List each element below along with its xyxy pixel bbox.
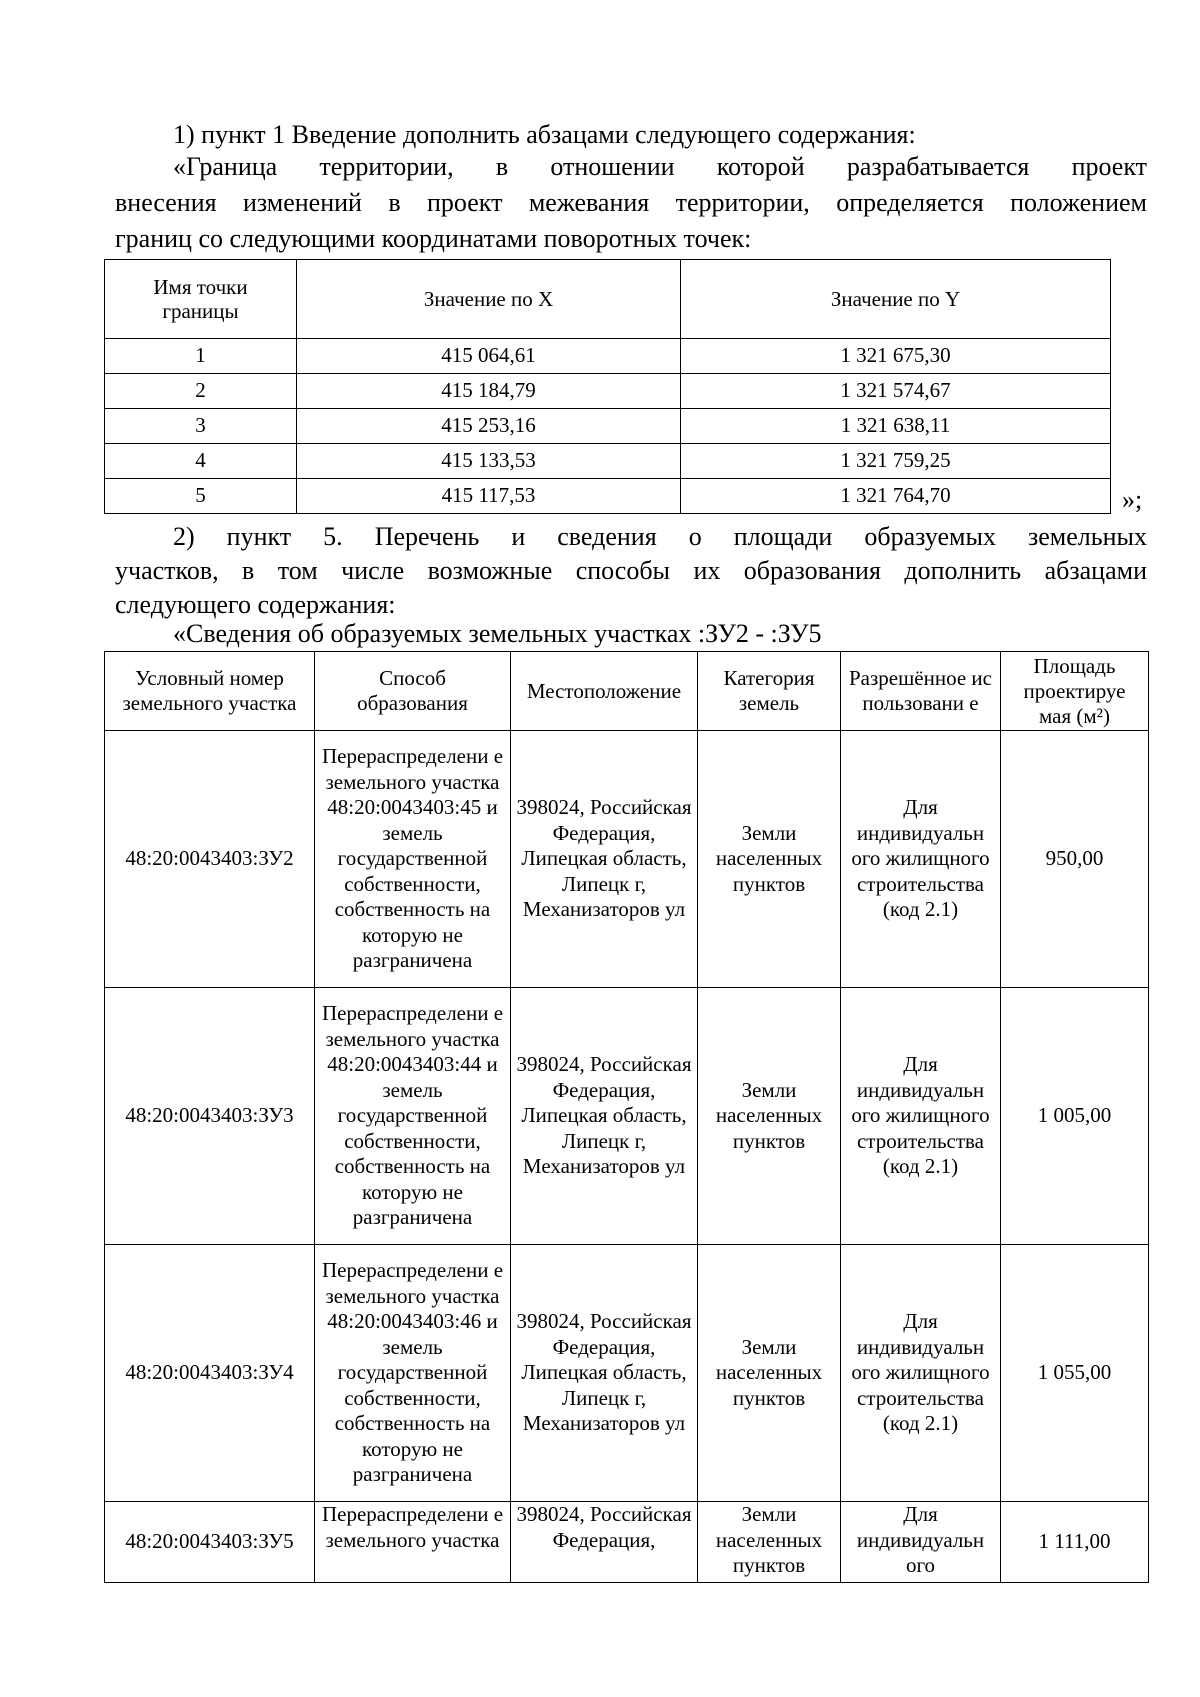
point-name: 4: [105, 444, 297, 479]
point-x: 415 117,53: [297, 479, 681, 514]
point-y: 1 321 574,67: [681, 374, 1111, 409]
plot-area: 1 005,00: [1001, 988, 1149, 1245]
point-x: 415 064,61: [297, 339, 681, 374]
point-x: 415 253,16: [297, 409, 681, 444]
plot-method: Перераспределени е земельного участка 48:20:0043403:46 и земель государственной собственности, собственность на которую не разграничена: [315, 1245, 511, 1502]
plot-number: 48:20:0043403:ЗУ2: [105, 731, 315, 988]
plot-number: 48:20:0043403:ЗУ5: [105, 1502, 315, 1583]
plot-location: 398024, Российская Федерация, Липецкая область, Липецк г, Механизаторов ул: [511, 731, 698, 988]
plot-row: [105, 731, 1149, 988]
plot-category: Земли населенных пунктов: [715, 1502, 823, 1577]
point-y: 1 321 759,25: [681, 444, 1111, 479]
point-y: 1 321 764,70: [681, 479, 1111, 514]
coordinates-row: [105, 479, 1111, 514]
plot-method: Перераспределени е земельного участка 48:20:0043403:44 и земель государственной собственности, собственность на которую не разграничена: [315, 988, 511, 1245]
plot-location: 398024, Российская Федерация, Липецкая область, Липецк г, Механизаторов ул: [511, 988, 698, 1245]
section1-intro-line2: внесения изменений в проект межевания территории, определяется положением: [115, 188, 1147, 217]
section2-line2: участков, в том числе возможные способы их образования дополнить абзацами: [115, 556, 1147, 585]
plot-category: Земли населенных пунктов: [698, 731, 841, 988]
plot-number: 48:20:0043403:ЗУ4: [105, 1245, 315, 1502]
land-plots-table: [104, 651, 1149, 1583]
quote-closing-mark: »;: [1122, 485, 1143, 514]
header-plot-number: Условный номер земельного участка: [105, 652, 315, 731]
coordinates-row: [105, 409, 1111, 444]
coordinates-row: [105, 374, 1111, 409]
point-x: 415 133,53: [297, 444, 681, 479]
section1-intro-line3: границ со следующими координатами поворотных точек:: [115, 224, 752, 253]
plot-location-cell: [511, 1502, 698, 1583]
plot-row: [105, 1245, 1149, 1502]
plot-usage: Для индивидуальн ого: [856, 1502, 985, 1577]
point-name: 5: [105, 479, 297, 514]
plot-method-cell: [315, 1502, 511, 1583]
plots-header-row: [105, 652, 1149, 731]
section2-line3: следующего содержания:: [115, 590, 396, 619]
plot-usage: Для индивидуальн ого жилищного строительства (код 2.1): [841, 1245, 1001, 1502]
section2-line1: 2) пункт 5. Перечень и сведения о площади образуемых земельных: [173, 522, 1147, 551]
coordinates-row: [105, 444, 1111, 479]
point-x: 415 184,79: [297, 374, 681, 409]
plot-row: [105, 1502, 1149, 1583]
plot-number: 48:20:0043403:ЗУ3: [105, 988, 315, 1245]
section1-heading: 1) пункт 1 Введение дополнить абзацами следующего содержания:: [173, 120, 916, 149]
plot-location: 398024, Российская Федерация,: [516, 1502, 692, 1552]
plot-category: Земли населенных пунктов: [698, 1245, 841, 1502]
point-name: 3: [105, 409, 297, 444]
header-category: Категория земель: [698, 652, 841, 731]
coordinates-row: [105, 339, 1111, 374]
coordinates-table: [104, 259, 1111, 514]
plot-category: Земли населенных пунктов: [698, 988, 841, 1245]
section2-subheading: «Сведения об образуемых земельных участках :ЗУ2 - :ЗУ5: [173, 619, 822, 648]
header-method: Способ образования: [315, 652, 511, 731]
header-x: Значение по X: [297, 260, 681, 339]
header-area: Площадь проектируе мая (м²): [1001, 652, 1149, 731]
plot-category-cell: [698, 1502, 841, 1583]
point-name: 1: [105, 339, 297, 374]
point-y: 1 321 675,30: [681, 339, 1111, 374]
header-usage: Разрешённое использовани е: [841, 652, 1001, 731]
plot-location: 398024, Российская Федерация, Липецкая область, Липецк г, Механизаторов ул: [511, 1245, 698, 1502]
plot-row: [105, 988, 1149, 1245]
point-name: 2: [105, 374, 297, 409]
point-y: 1 321 638,11: [681, 409, 1111, 444]
plot-method: Перераспределени е земельного участка 48:20:0043403:45 и земель государственной собственности, собственность на которую не разграничена: [315, 731, 511, 988]
plot-method: Перераспределени е земельного участка: [321, 1502, 504, 1552]
plot-area: 1 055,00: [1001, 1245, 1149, 1502]
section1-intro-line1: «Граница территории, в отношении которой разрабатывается проект: [173, 152, 1147, 181]
plot-area: 1 111,00: [1001, 1502, 1149, 1583]
plot-area: 950,00: [1001, 731, 1149, 988]
header-location: Местоположение: [511, 652, 698, 731]
plot-usage: Для индивидуальн ого жилищного строительства (код 2.1): [841, 988, 1001, 1245]
coordinates-header-row: [105, 260, 1111, 339]
header-y: Значение по Y: [681, 260, 1111, 339]
plot-usage-cell: [841, 1502, 1001, 1583]
plot-usage: Для индивидуальн ого жилищного строительства (код 2.1): [841, 731, 1001, 988]
header-point-name: Имя точки границы: [105, 260, 297, 339]
